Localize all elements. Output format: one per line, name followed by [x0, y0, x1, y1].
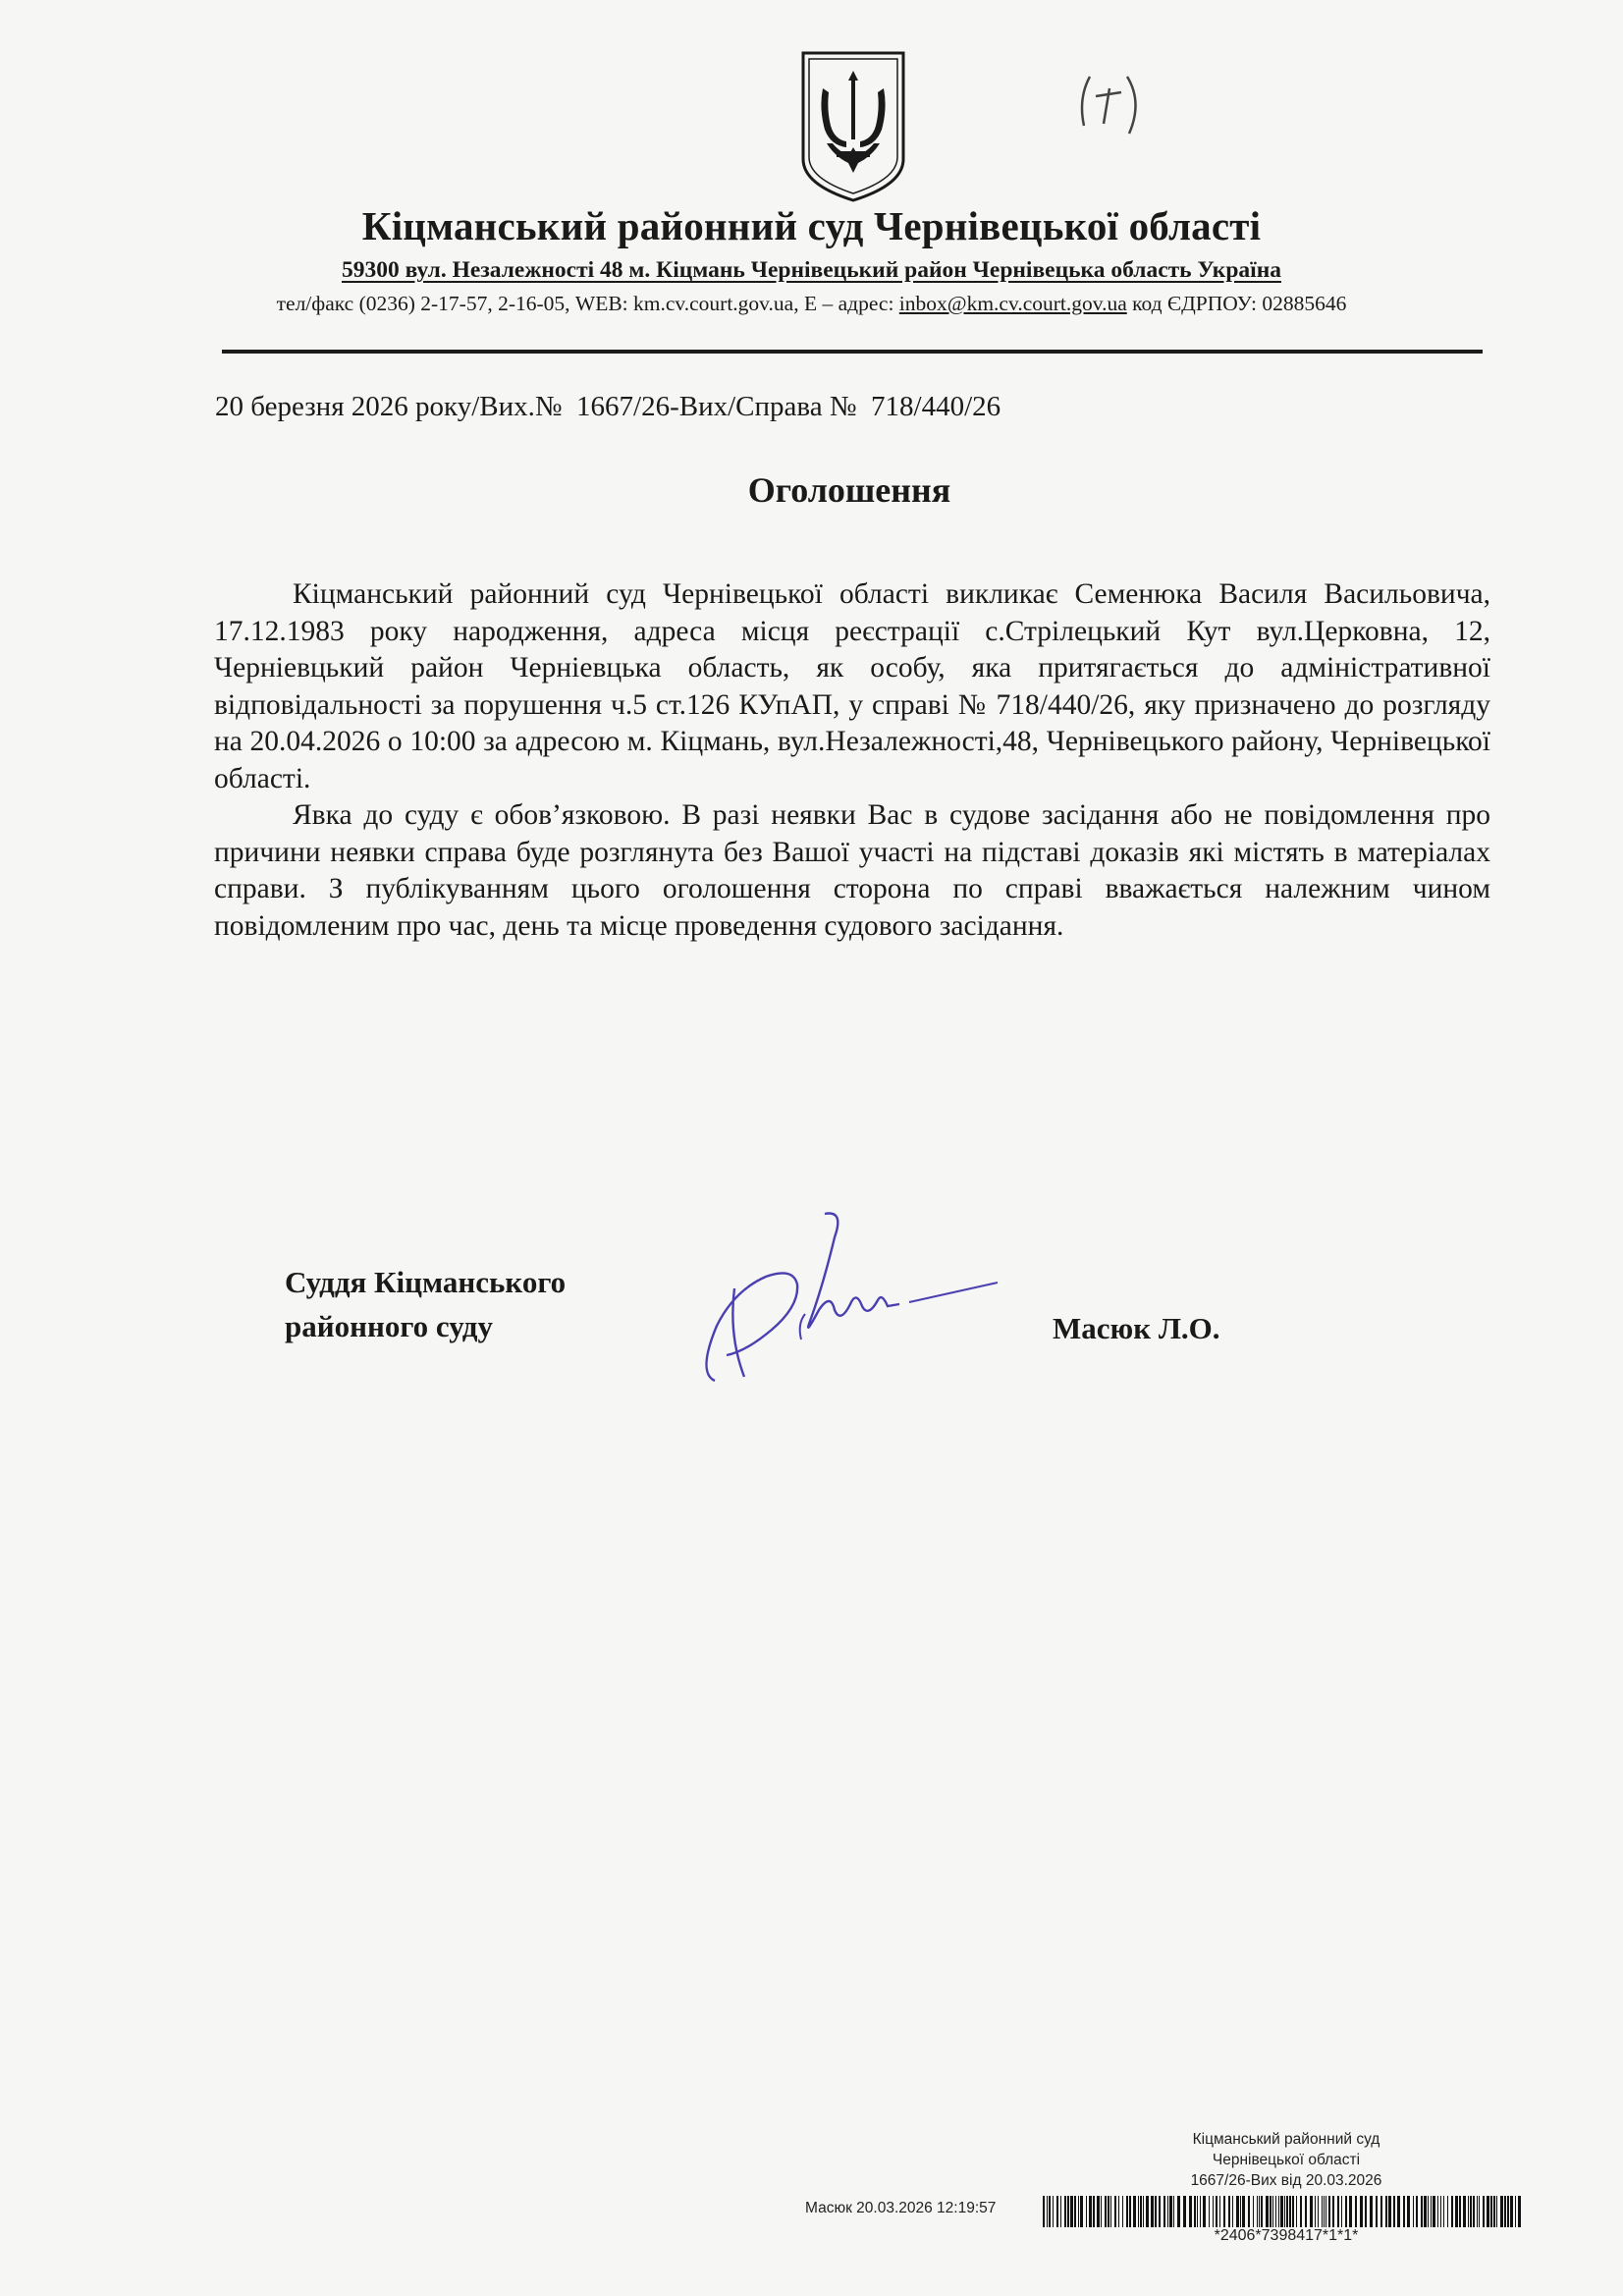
barcode-bar [1424, 2196, 1427, 2227]
barcode-icon [1043, 2196, 1524, 2227]
barcode-bar [1468, 2196, 1469, 2227]
barcode-bar [1315, 2196, 1316, 2227]
barcode-bar [1284, 2196, 1285, 2227]
barcode-bar [1080, 2196, 1083, 2227]
barcode-bar [1169, 2196, 1172, 2227]
barcode-bar [1070, 2196, 1073, 2227]
contacts-prefix: тел/факс (0236) 2-17-57, 2-16-05, WEB: km.cv.court.gov.ua, E – адрес: [276, 292, 899, 315]
barcode-bar [1261, 2196, 1263, 2227]
barcode-bar [1280, 2196, 1283, 2227]
barcode-bar [1421, 2196, 1423, 2227]
barcode-bar [1490, 2196, 1492, 2227]
judge-title-line: районного суду [285, 1309, 493, 1343]
barcode-bar [1133, 2196, 1136, 2227]
barcode-bar [1093, 2196, 1095, 2227]
barcode-bar [1126, 2196, 1128, 2227]
barcode-bar [1341, 2196, 1342, 2227]
signature-icon [687, 1208, 1011, 1404]
handwritten-mark-icon [1070, 69, 1168, 147]
barcode-bar [1292, 2196, 1294, 2227]
barcode-bar [1272, 2196, 1273, 2227]
barcode-bar [1380, 2196, 1382, 2227]
judge-title-line: Суддя Кіцманського [285, 1265, 567, 1299]
barcode-bar [1324, 2196, 1325, 2227]
barcode-bar [1365, 2196, 1367, 2227]
barcode-bar [1278, 2196, 1279, 2227]
barcode-bar [1056, 2196, 1058, 2227]
barcode-bar [1286, 2196, 1288, 2227]
barcode-bar [1349, 2196, 1352, 2227]
barcode-bar [1060, 2196, 1061, 2227]
barcode-bar [1086, 2196, 1087, 2227]
barcode-bar [1443, 2196, 1444, 2227]
barcode-bar [1325, 2196, 1326, 2227]
barcode-bar [1433, 2196, 1435, 2227]
barcode-bar [1459, 2196, 1461, 2227]
registry-stamp [1080, 2129, 1492, 2191]
paragraph: Явка до суду є обов’язковою. В разі неявки Вас в судове засідання або не повідомлення про причини неявки справа буде розглянута без Вашої участі на підставі доказів які містять в матеріалах справи. З публікуванням цього оголошення сторона по справі вважається належним чином повідомленим про час, день та місце проведення судового засідання. [214, 799, 1490, 942]
stamp-line: Чернівецької області [1212, 2152, 1361, 2168]
barcode-bar [1507, 2196, 1509, 2227]
barcode-bar [1167, 2196, 1168, 2227]
barcode-bar [1300, 2196, 1302, 2227]
barcode-bar [1397, 2196, 1400, 2227]
barcode-bar [1477, 2196, 1478, 2227]
barcode-bar [1479, 2196, 1480, 2227]
barcode-bar [1101, 2196, 1102, 2227]
barcode-bar [1388, 2196, 1391, 2227]
barcode-bar [1228, 2196, 1230, 2227]
barcode-bar [1289, 2196, 1291, 2227]
barcode-bar [1266, 2196, 1269, 2227]
barcode-bar [1322, 2196, 1323, 2227]
barcode-bar [1189, 2196, 1192, 2227]
barcode-bar [1496, 2196, 1497, 2227]
barcode-bar [1146, 2196, 1149, 2227]
barcode-bar [1122, 2196, 1123, 2227]
barcode-bar [1332, 2196, 1334, 2227]
barcode-bar [1385, 2196, 1387, 2227]
judge-name: Масюк Л.О. [1053, 1311, 1220, 1345]
barcode-bar [1043, 2196, 1045, 2227]
barcode-bar [1310, 2196, 1313, 2227]
barcode-bar [1305, 2196, 1307, 2227]
barcode-bar [1275, 2196, 1276, 2227]
barcode-bar [1047, 2196, 1048, 2227]
barcode-bar [1500, 2196, 1503, 2227]
barcode-bar [1376, 2196, 1378, 2227]
barcode-bar [1155, 2196, 1157, 2227]
barcode-bar [1118, 2196, 1119, 2227]
barcode-bar [1053, 2196, 1054, 2227]
barcode-bar [1242, 2196, 1245, 2227]
barcode-bar [1140, 2196, 1142, 2227]
court-address-text: 59300 вул. Незалежності 48 м. Кіцмань Чернівецький район Чернівецька область Україна [342, 257, 1281, 283]
barcode-bar [1440, 2196, 1441, 2227]
barcode-bar [1493, 2196, 1495, 2227]
barcode-bar [1089, 2196, 1092, 2227]
barcode-bar [1194, 2196, 1196, 2227]
barcode-number: *2406*7398417*1*1* [1214, 2227, 1359, 2244]
barcode-bar [1049, 2196, 1051, 2227]
barcode-bar [1470, 2196, 1472, 2227]
barcode-bar [1370, 2196, 1373, 2227]
barcode-bar [1428, 2196, 1429, 2227]
barcode-bar [1413, 2196, 1414, 2227]
barcode-bar [1197, 2196, 1198, 2227]
barcode-bar [1248, 2196, 1250, 2227]
barcode-bar [1270, 2196, 1271, 2227]
barcode-bar [1447, 2196, 1448, 2227]
barcode-bar [1163, 2196, 1165, 2227]
barcode-bar [1431, 2196, 1432, 2227]
stamp-line: 1667/26-Вих від 20.03.2026 [1190, 2172, 1382, 2189]
barcode-bar [1232, 2196, 1233, 2227]
barcode-bar [1151, 2196, 1154, 2227]
barcode-bar [1177, 2196, 1180, 2227]
barcode-bar [1143, 2196, 1144, 2227]
barcode-bar [1416, 2196, 1418, 2227]
barcode-bar [1473, 2196, 1475, 2227]
barcode-bar [1515, 2196, 1516, 2227]
barcode-bar [1223, 2196, 1225, 2227]
barcode-bar [1203, 2196, 1206, 2227]
barcode-bar [1108, 2196, 1109, 2227]
barcode-bar [1355, 2196, 1357, 2227]
barcode-bar [1403, 2196, 1405, 2227]
barcode-bar [1240, 2196, 1241, 2227]
court-name: Кіцманський районний суд Чернівецької області [361, 203, 1262, 248]
barcode-bar [1345, 2196, 1347, 2227]
barcode-bar [1393, 2196, 1395, 2227]
barcode-bar [1510, 2196, 1513, 2227]
barcode-bar [1183, 2196, 1186, 2227]
barcode-bar [1437, 2196, 1438, 2227]
paragraph: Кіцманський районний суд Чернівецької області викликає Семенюка Василя Васильовича, 17.12.1983 року народження, адреса місця реєстрації с.Стрілецький Кут вул.Церковна, 12, Черніевцький район Черніевцька область, як особу, яка притягається до адміністративної відповідальності за порушення ч.5 ст.126 КУпАП, у справі № 718/440/26, яку призначено до розгляду на 20.04.2026 о 10:00 за адресою м. Кіцмань, вул.Незалежності,48, Чернівецького району, Чернівецької області. [214, 578, 1490, 794]
barcode-bar [1337, 2196, 1339, 2227]
barcode-bar [1105, 2196, 1107, 2227]
barcode-bar [1209, 2196, 1210, 2227]
barcode-bar [1360, 2196, 1363, 2227]
document-body [214, 576, 1490, 945]
barcode-bar [1257, 2196, 1258, 2227]
barcode-bar [1328, 2196, 1330, 2227]
barcode-bar [1253, 2196, 1254, 2227]
document-reference: 20 березня 2026 року/Вих.№ 1667/26-Вих/Справа № 718/440/26 [215, 391, 1001, 422]
barcode-bar [1463, 2196, 1466, 2227]
barcode-bar [1455, 2196, 1458, 2227]
court-contacts [0, 292, 1623, 316]
contacts-suffix: код ЄДРПОУ: 02885646 [1126, 292, 1347, 315]
barcode-bar [1129, 2196, 1131, 2227]
judge-title [285, 1260, 566, 1348]
barcode-bar [1097, 2196, 1100, 2227]
document-heading: Оголошення [747, 470, 951, 510]
barcode-bar [1213, 2196, 1214, 2227]
barcode-bar [1407, 2196, 1410, 2227]
barcode-bar [1216, 2196, 1217, 2227]
barcode-bar [1219, 2196, 1220, 2227]
barcode-bar [1259, 2196, 1260, 2227]
stamp-signed: Масюк 20.03.2026 12:19:57 [805, 2200, 997, 2216]
barcode-bar [1064, 2196, 1066, 2227]
barcode-bar [1159, 2196, 1161, 2227]
barcode-bar [1236, 2196, 1239, 2227]
barcode-bar [1138, 2196, 1139, 2227]
barcode-bar [1200, 2196, 1201, 2227]
coat-of-arms-icon [797, 49, 909, 202]
email-link[interactable]: inbox@km.cv.court.gov.ua [898, 292, 1127, 315]
barcode-bar [1296, 2196, 1297, 2227]
barcode-bar [1504, 2196, 1506, 2227]
barcode-bar [1487, 2196, 1489, 2227]
barcode-bar [1110, 2196, 1111, 2227]
barcode-bar [1078, 2196, 1079, 2227]
barcode-bar [1173, 2196, 1174, 2227]
stamp-line: Кіцманський районний суд [1192, 2131, 1380, 2148]
barcode-bar [1114, 2196, 1116, 2227]
barcode-bar [1518, 2196, 1521, 2227]
court-address [0, 257, 1623, 284]
barcode-bar [1318, 2196, 1319, 2227]
header-divider [222, 350, 1483, 354]
barcode-bar [1074, 2196, 1076, 2227]
barcode-bar [1067, 2196, 1069, 2227]
barcode-bar [1483, 2196, 1485, 2227]
barcode-bar [1451, 2196, 1453, 2227]
